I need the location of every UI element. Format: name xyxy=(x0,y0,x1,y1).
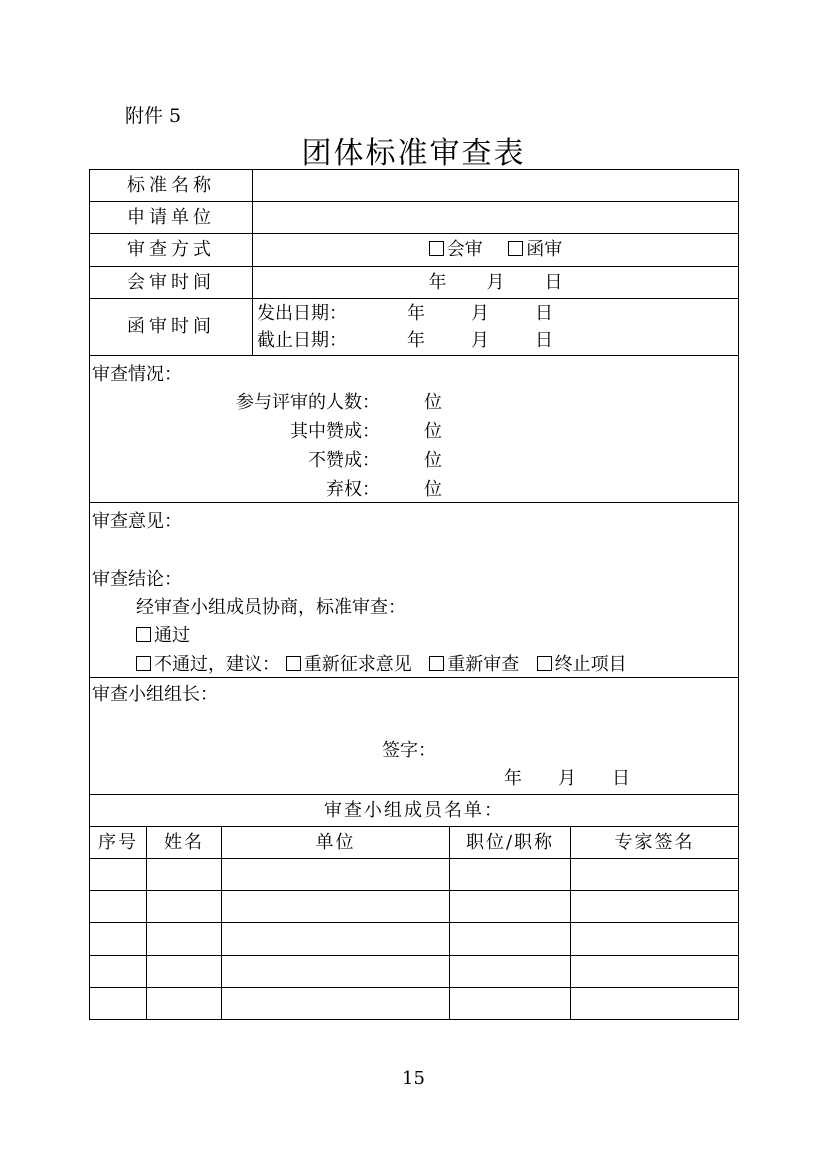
cell-index[interactable] xyxy=(90,923,147,956)
table-row xyxy=(90,891,739,923)
column-header-unit: 单位 xyxy=(222,827,450,859)
cell-signature[interactable] xyxy=(571,923,739,956)
cell-index[interactable] xyxy=(90,956,147,988)
participants-unit: 位 xyxy=(424,392,442,413)
cell-signature[interactable] xyxy=(571,859,739,891)
issue-date-label: 发出日期： xyxy=(257,303,348,324)
row-review-method xyxy=(90,234,739,267)
fail-checkbox[interactable] xyxy=(136,656,151,671)
meeting-time-label: 会审时间 xyxy=(90,267,253,299)
month-label: 月 xyxy=(558,768,576,789)
cell-title[interactable] xyxy=(450,956,571,988)
members-heading: 审查小组成员名单： xyxy=(90,795,739,827)
standard-name-field[interactable] xyxy=(253,170,739,202)
resolicit-checkbox[interactable] xyxy=(286,656,301,671)
members-header-row xyxy=(90,827,739,859)
abstain-label: 弃权： xyxy=(326,479,380,500)
review-opinion-heading: 审查意见： xyxy=(92,511,182,532)
applicant-field[interactable] xyxy=(253,202,739,234)
year-label: 年 xyxy=(407,330,426,351)
month-label: 月 xyxy=(471,330,490,351)
rereview-checkbox[interactable] xyxy=(429,656,444,671)
day-label: 日 xyxy=(612,768,630,789)
letter-review-checkbox[interactable] xyxy=(508,241,523,256)
cell-name[interactable] xyxy=(147,859,222,891)
letter-time-field[interactable] xyxy=(253,299,739,356)
table-row xyxy=(90,988,739,1020)
leader-heading: 审查小组组长： xyxy=(92,684,218,705)
cell-unit[interactable] xyxy=(222,923,450,956)
row-members-heading xyxy=(90,795,739,827)
row-meeting-time xyxy=(90,267,739,299)
table-row xyxy=(90,923,739,956)
review-conclusion-text: 经审查小组成员协商，标准审查： xyxy=(136,597,406,618)
cell-index[interactable] xyxy=(90,988,147,1020)
row-leader xyxy=(90,678,739,795)
table-row xyxy=(90,859,739,891)
day-label: 日 xyxy=(535,303,554,324)
review-conclusion-heading: 审查结论： xyxy=(92,569,182,590)
year-label: 年 xyxy=(428,271,447,293)
cell-unit[interactable] xyxy=(222,891,450,923)
applicant-label: 申请单位 xyxy=(90,202,253,234)
review-status-heading: 审查情况： xyxy=(92,364,182,385)
month-label: 月 xyxy=(486,271,505,293)
approve-unit: 位 xyxy=(424,421,442,442)
year-label: 年 xyxy=(407,303,426,324)
review-status-section xyxy=(90,356,739,503)
review-method-label: 审查方式 xyxy=(90,234,253,267)
column-header-name: 姓名 xyxy=(147,827,222,859)
review-form-table xyxy=(89,169,739,1020)
row-review-opinion xyxy=(90,503,739,678)
fail-label: 不通过，建议： xyxy=(154,654,280,675)
pass-label: 通过 xyxy=(154,625,190,646)
cell-name[interactable] xyxy=(147,923,222,956)
cell-index[interactable] xyxy=(90,859,147,891)
pass-option xyxy=(136,625,190,647)
standard-name-label: 标准名称 xyxy=(90,170,253,202)
meeting-review-option: 会审 xyxy=(446,239,483,260)
column-header-index: 序号 xyxy=(90,827,147,859)
row-letter-time xyxy=(90,299,739,356)
resolicit-label: 重新征求意见 xyxy=(303,654,412,675)
page-number: 15 xyxy=(402,1068,425,1089)
review-method-options xyxy=(253,234,739,267)
cell-name[interactable] xyxy=(147,891,222,923)
disapprove-unit: 位 xyxy=(424,450,442,471)
deadline-label: 截止日期： xyxy=(257,330,348,351)
terminate-checkbox[interactable] xyxy=(537,656,552,671)
meeting-time-field[interactable] xyxy=(253,267,739,299)
column-header-title: 职位/职称 xyxy=(450,827,571,859)
year-label: 年 xyxy=(504,768,522,789)
column-header-signature: 专家签名 xyxy=(571,827,739,859)
table-row xyxy=(90,956,739,988)
month-label: 月 xyxy=(471,303,490,324)
fail-option xyxy=(136,654,627,676)
approve-label: 其中赞成： xyxy=(290,421,380,442)
rereview-label: 重新审查 xyxy=(447,654,520,675)
cell-signature[interactable] xyxy=(571,988,739,1020)
cell-unit[interactable] xyxy=(222,988,450,1020)
participants-label: 参与评审的人数： xyxy=(236,392,380,413)
cell-signature[interactable] xyxy=(571,891,739,923)
row-review-status xyxy=(90,356,739,503)
form-title: 团体标准审查表 xyxy=(301,136,526,171)
cell-title[interactable] xyxy=(450,988,571,1020)
cell-unit[interactable] xyxy=(222,956,450,988)
cell-signature[interactable] xyxy=(571,956,739,988)
cell-unit[interactable] xyxy=(222,859,450,891)
day-label: 日 xyxy=(535,330,554,351)
row-applicant xyxy=(90,202,739,234)
leader-date[interactable] xyxy=(504,768,630,790)
terminate-label: 终止项目 xyxy=(554,654,627,675)
pass-checkbox[interactable] xyxy=(136,627,151,642)
review-opinion-section xyxy=(90,503,739,678)
day-label: 日 xyxy=(544,271,563,293)
row-standard-name xyxy=(90,170,739,202)
cell-name[interactable] xyxy=(147,988,222,1020)
signature-label: 签字： xyxy=(382,740,436,761)
leader-section xyxy=(90,678,739,795)
cell-title[interactable] xyxy=(450,923,571,956)
cell-name[interactable] xyxy=(147,956,222,988)
meeting-review-checkbox[interactable] xyxy=(429,241,444,256)
cell-title[interactable] xyxy=(450,891,571,923)
letter-review-option: 函审 xyxy=(526,239,563,260)
abstain-unit: 位 xyxy=(424,479,442,500)
cell-title[interactable] xyxy=(450,859,571,891)
cell-index[interactable] xyxy=(90,891,147,923)
attachment-label: 附件 5 xyxy=(125,105,182,127)
letter-time-label: 函审时间 xyxy=(90,299,253,356)
disapprove-label: 不赞成： xyxy=(308,450,380,471)
